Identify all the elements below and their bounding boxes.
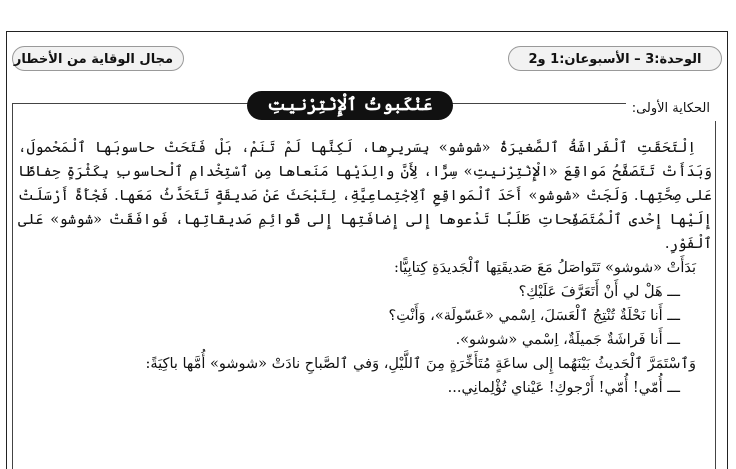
dialog-line: ـــ هَلْ لي أَنْ أَتَعَرَّفَ عَلَيْكِ؟ bbox=[518, 284, 680, 300]
story-label: الحكاية الأولى: bbox=[626, 97, 716, 121]
dialog-line: ـــ أَنا نَحْلَةٌ تُنْتِجُ ٱلْعَسَلَ، اِسْمي «عَسّولَة»، وَأَنْتِ؟ bbox=[388, 308, 680, 324]
story-paragraph: اِلْتَحَقَتِ ٱلْفَراشَةُ ٱلصَّغيرَةُ «شوشو» بِسَريرِها، لَكِنَّها لَمْ تَنَمْ، بَلْ فَتَحَتْ حاسوبَها ٱلْمَحْمولَ، وَبَدَأَتْ تَتَصَفَّحُ مَواقِعَ «الْإِنْتِرْنيتِ» سِرًّا، لِأَنَّ والِدَيْها مَنَعاها مِنِ ٱسْتِخْدامِ ٱلْحاسوبِ بِكَثْرَةٍ حِفاظًا عَلى صِحَّتِها. وَلَجَتْ «شوشو» أَحَدَ ٱلْمَواقِعِ ٱلِاجْتِماعِيَّةِ، لِتَبْحَثَ عَنْ صَديقَةٍ تَتَحَدَّثُ مَعَها. فَجْأَةً أَرْسَلَتْ إِلَيْها إِحْدى ٱلْمُتَصَفِّحاتِ طَلَبًا تَدْعوها إِلى إِضافَتِها إِلى قَوائِمِ صَديقاتِها، فَوافَقَتْ «شوشو» عَلى ٱلْفَوْرِ. bbox=[18, 140, 712, 252]
dialog-line: ـــ أَنا فَراشَةٌ جَميلَةٌ، اِسْمي «شوشو». bbox=[455, 332, 680, 348]
story-title: عَنْكَبوتُ ٱلْإِنْتِرْنيتِ bbox=[247, 91, 453, 120]
unit-week-label: الوحدة:3 – الأسبوعان:1 و2 bbox=[508, 46, 722, 71]
story-paragraph: بَدَأَتْ «شوشو» تَتَواصَلُ مَعَ صَديقَتِها ٱلْجَديدَةِ كِتابِيًّا: bbox=[393, 260, 696, 276]
story-text bbox=[18, 136, 712, 400]
dialog-line: ـــ أُمّي! أُمّي! أَرْجوكِ! عَيْناي تُؤْلِمانِي... bbox=[447, 380, 680, 396]
story-paragraph: وَٱسْتَمَرَّ ٱلْحَديثُ بَيْنَهُما إِلى ساعَةٍ مُتَأَخِّرَةٍ مِنَ ٱللَّيْلِ، وَفي ٱلصَّباحِ نادَتْ «شوشو» أُمَّها باكِيَةً: bbox=[145, 356, 696, 372]
domain-label: مجال الوقاية من الأخطار bbox=[12, 46, 184, 71]
